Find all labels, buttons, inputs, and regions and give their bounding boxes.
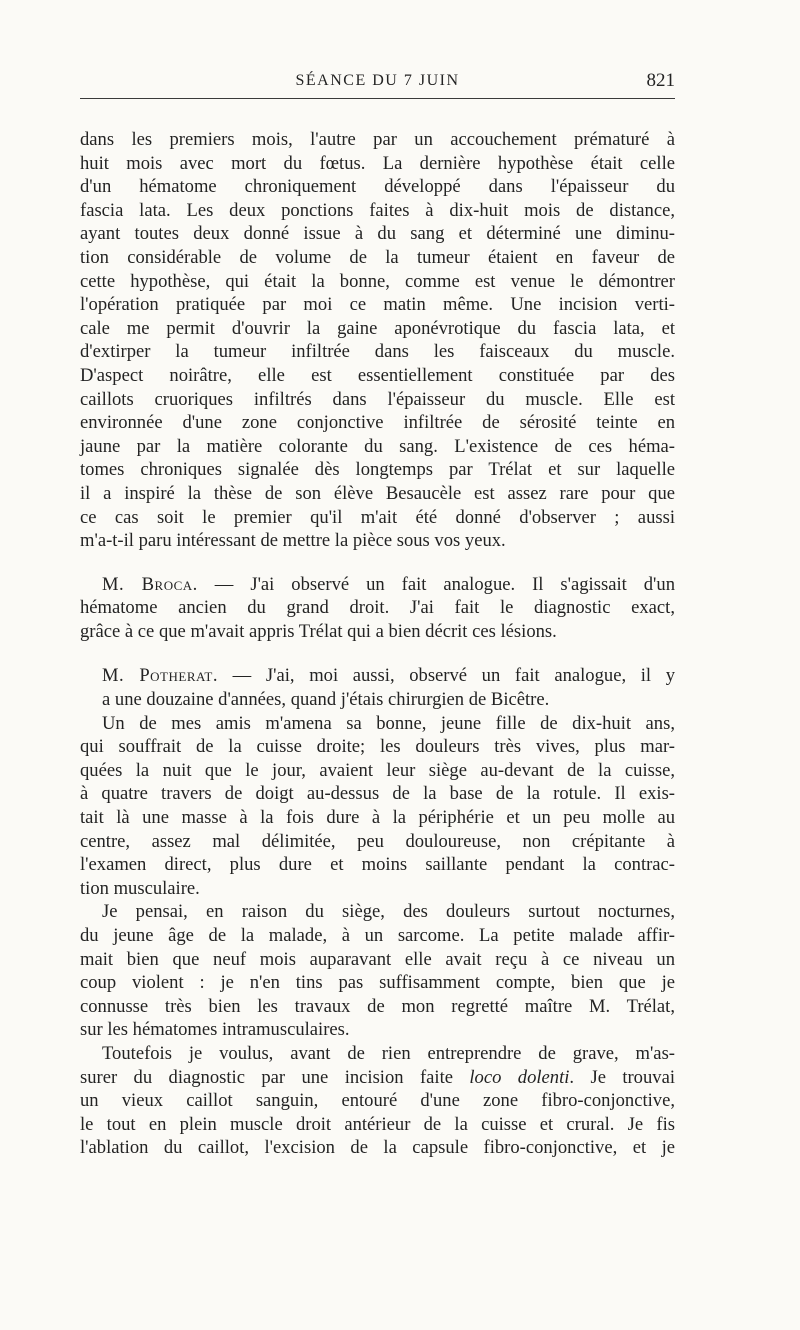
text-line: quées la nuit que le jour, avaient leur siège au-devant de la cuisse,: [80, 759, 675, 781]
text-line: l'ablation du caillot, l'excision de la capsule fibro-conjonctive, et je: [80, 1137, 675, 1159]
paragraph: [80, 712, 675, 901]
text-line: qui souffrait de la cuisse droite; les douleurs très vives, plus mar-: [80, 736, 675, 758]
text-line: sur les hématomes intramusculaires.: [80, 1019, 350, 1041]
text-line: caillots cruoriques infiltrés dans l'épaisseur du muscle. Elle est: [80, 388, 675, 410]
text-line: coup violent : je n'en tins pas suffisamment compte, bien que je: [80, 972, 675, 994]
text-line: d'extirper la tumeur infiltrée dans les faisceaux du muscle.: [80, 341, 675, 363]
text-line: jaune par la matière colorante du sang. L'existence de ces héma-: [80, 435, 675, 457]
text-line: à quatre travers de doigt au-dessus de la base de la rotule. Il exis-: [80, 783, 675, 805]
speaker-text: — J'ai observé un fait analogue. Il s'agissait d'un: [197, 573, 675, 595]
text-line: dans les premiers mois, l'autre par un accouchement prématuré à: [80, 129, 675, 150]
text-line: du jeune âge de la malade, à un sarcome. La petite malade affir-: [80, 925, 675, 946]
text-line: ayant toutes deux donné issue à du sang et déterminé une diminu-: [80, 223, 675, 245]
paragraph-gap: [80, 643, 675, 664]
text-line: [80, 573, 675, 597]
text-run: . Je trouvai: [569, 1066, 675, 1088]
text-line: il a inspiré la thèse de son élève Besaucèle est assez rare pour que: [80, 482, 675, 504]
page-body: [80, 128, 675, 1160]
paragraph: [80, 1042, 675, 1160]
text-line: d'un hématome chroniquement développé dans l'épaisseur du: [80, 176, 675, 198]
text-line: fascia lata. Les deux ponctions faites à dix-huit mois de distance,: [80, 199, 675, 221]
text-line: l'examen direct, plus dure et moins saillante pendant la contrac-: [80, 854, 675, 876]
text-line: D'aspect noirâtre, elle est essentiellement constituée par des: [80, 364, 675, 386]
text-line: hématome ancien du grand droit. J'ai fait le diagnostic exact,: [80, 597, 675, 619]
text-run: surer du diagnostic par une incision faite: [80, 1066, 470, 1088]
text-line: m'a-t-il paru intéressant de mettre la pièce sous vos yeux.: [80, 530, 506, 552]
paragraph-potherat: [80, 664, 675, 711]
text-line: tion considérable de volume de la tumeur étaient en faveur de: [80, 246, 675, 268]
text-line: a une douzaine d'années, quand j'étais chirurgien de Bicêtre.: [102, 689, 550, 711]
paragraph-broca: [80, 573, 675, 644]
text-line: le tout en plein muscle droit antérieur de la cuisse et crural. Je fis: [80, 1113, 675, 1135]
text-line: centre, assez mal délimitée, peu douloureuse, non crépitante à: [80, 830, 675, 852]
text-line: mait bien que neuf mois auparavant elle avait reçu à ce niveau un: [80, 948, 675, 970]
text-line: un vieux caillot sanguin, entouré d'une zone fibro-conjonctive,: [80, 1090, 675, 1112]
text-line: [80, 664, 675, 688]
text-line: l'opération pratiquée par moi ce matin même. Une incision verti-: [80, 294, 675, 316]
paragraph-continued: [80, 128, 675, 553]
text-line: connusse très bien les travaux de mon regretté maître M. Trélat,: [80, 995, 675, 1017]
text-line: Un de mes amis m'amena sa bonne, jeune fille de dix-huit ans,: [102, 712, 675, 734]
text-line: Toutefois je voulus, avant de rien entreprendre de grave, m'as-: [102, 1042, 675, 1064]
italic-phrase: loco dolenti: [469, 1066, 570, 1088]
running-title: SÉANCE DU 7 JUIN: [295, 72, 460, 89]
text-line: huit mois avec mort du fœtus. La dernière hypothèse était celle: [80, 152, 675, 174]
paragraph: [80, 900, 675, 1042]
text-line: tait là une masse à la fois dure à la périphérie et un peu molle au: [80, 807, 675, 829]
text-line: tion musculaire.: [80, 877, 200, 899]
text-line: [80, 1066, 675, 1090]
speaker-text: — J'ai, moi aussi, observé un fait analogue, il y: [218, 665, 675, 687]
text-line: tomes chroniques signalée dès longtemps par Trélat et sur laquelle: [80, 459, 675, 481]
paragraph-gap: [80, 553, 675, 573]
text-line: cale me permit d'ouvrir la gaine aponévrotique du fascia lata, et: [80, 317, 675, 339]
text-line: grâce à ce que m'avait appris Trélat qui a bien décrit ces lésions.: [80, 620, 557, 642]
text-line: Je pensai, en raison du siège, des douleurs surtout nocturnes,: [102, 901, 675, 923]
text-line: environnée d'une zone conjonctive infiltrée de sérosité teinte en: [80, 412, 675, 434]
text-line: ce cas soit le premier qu'il m'ait été donné d'observer ; aussi: [80, 506, 675, 528]
speaker-name: M. Potherat.: [102, 665, 219, 687]
speaker-name: M. Broca.: [102, 573, 198, 595]
running-header: [80, 70, 675, 99]
page-number: 821: [646, 70, 675, 91]
text-line: cette hypothèse, qui était la bonne, comme est venue le démontrer: [80, 270, 675, 292]
